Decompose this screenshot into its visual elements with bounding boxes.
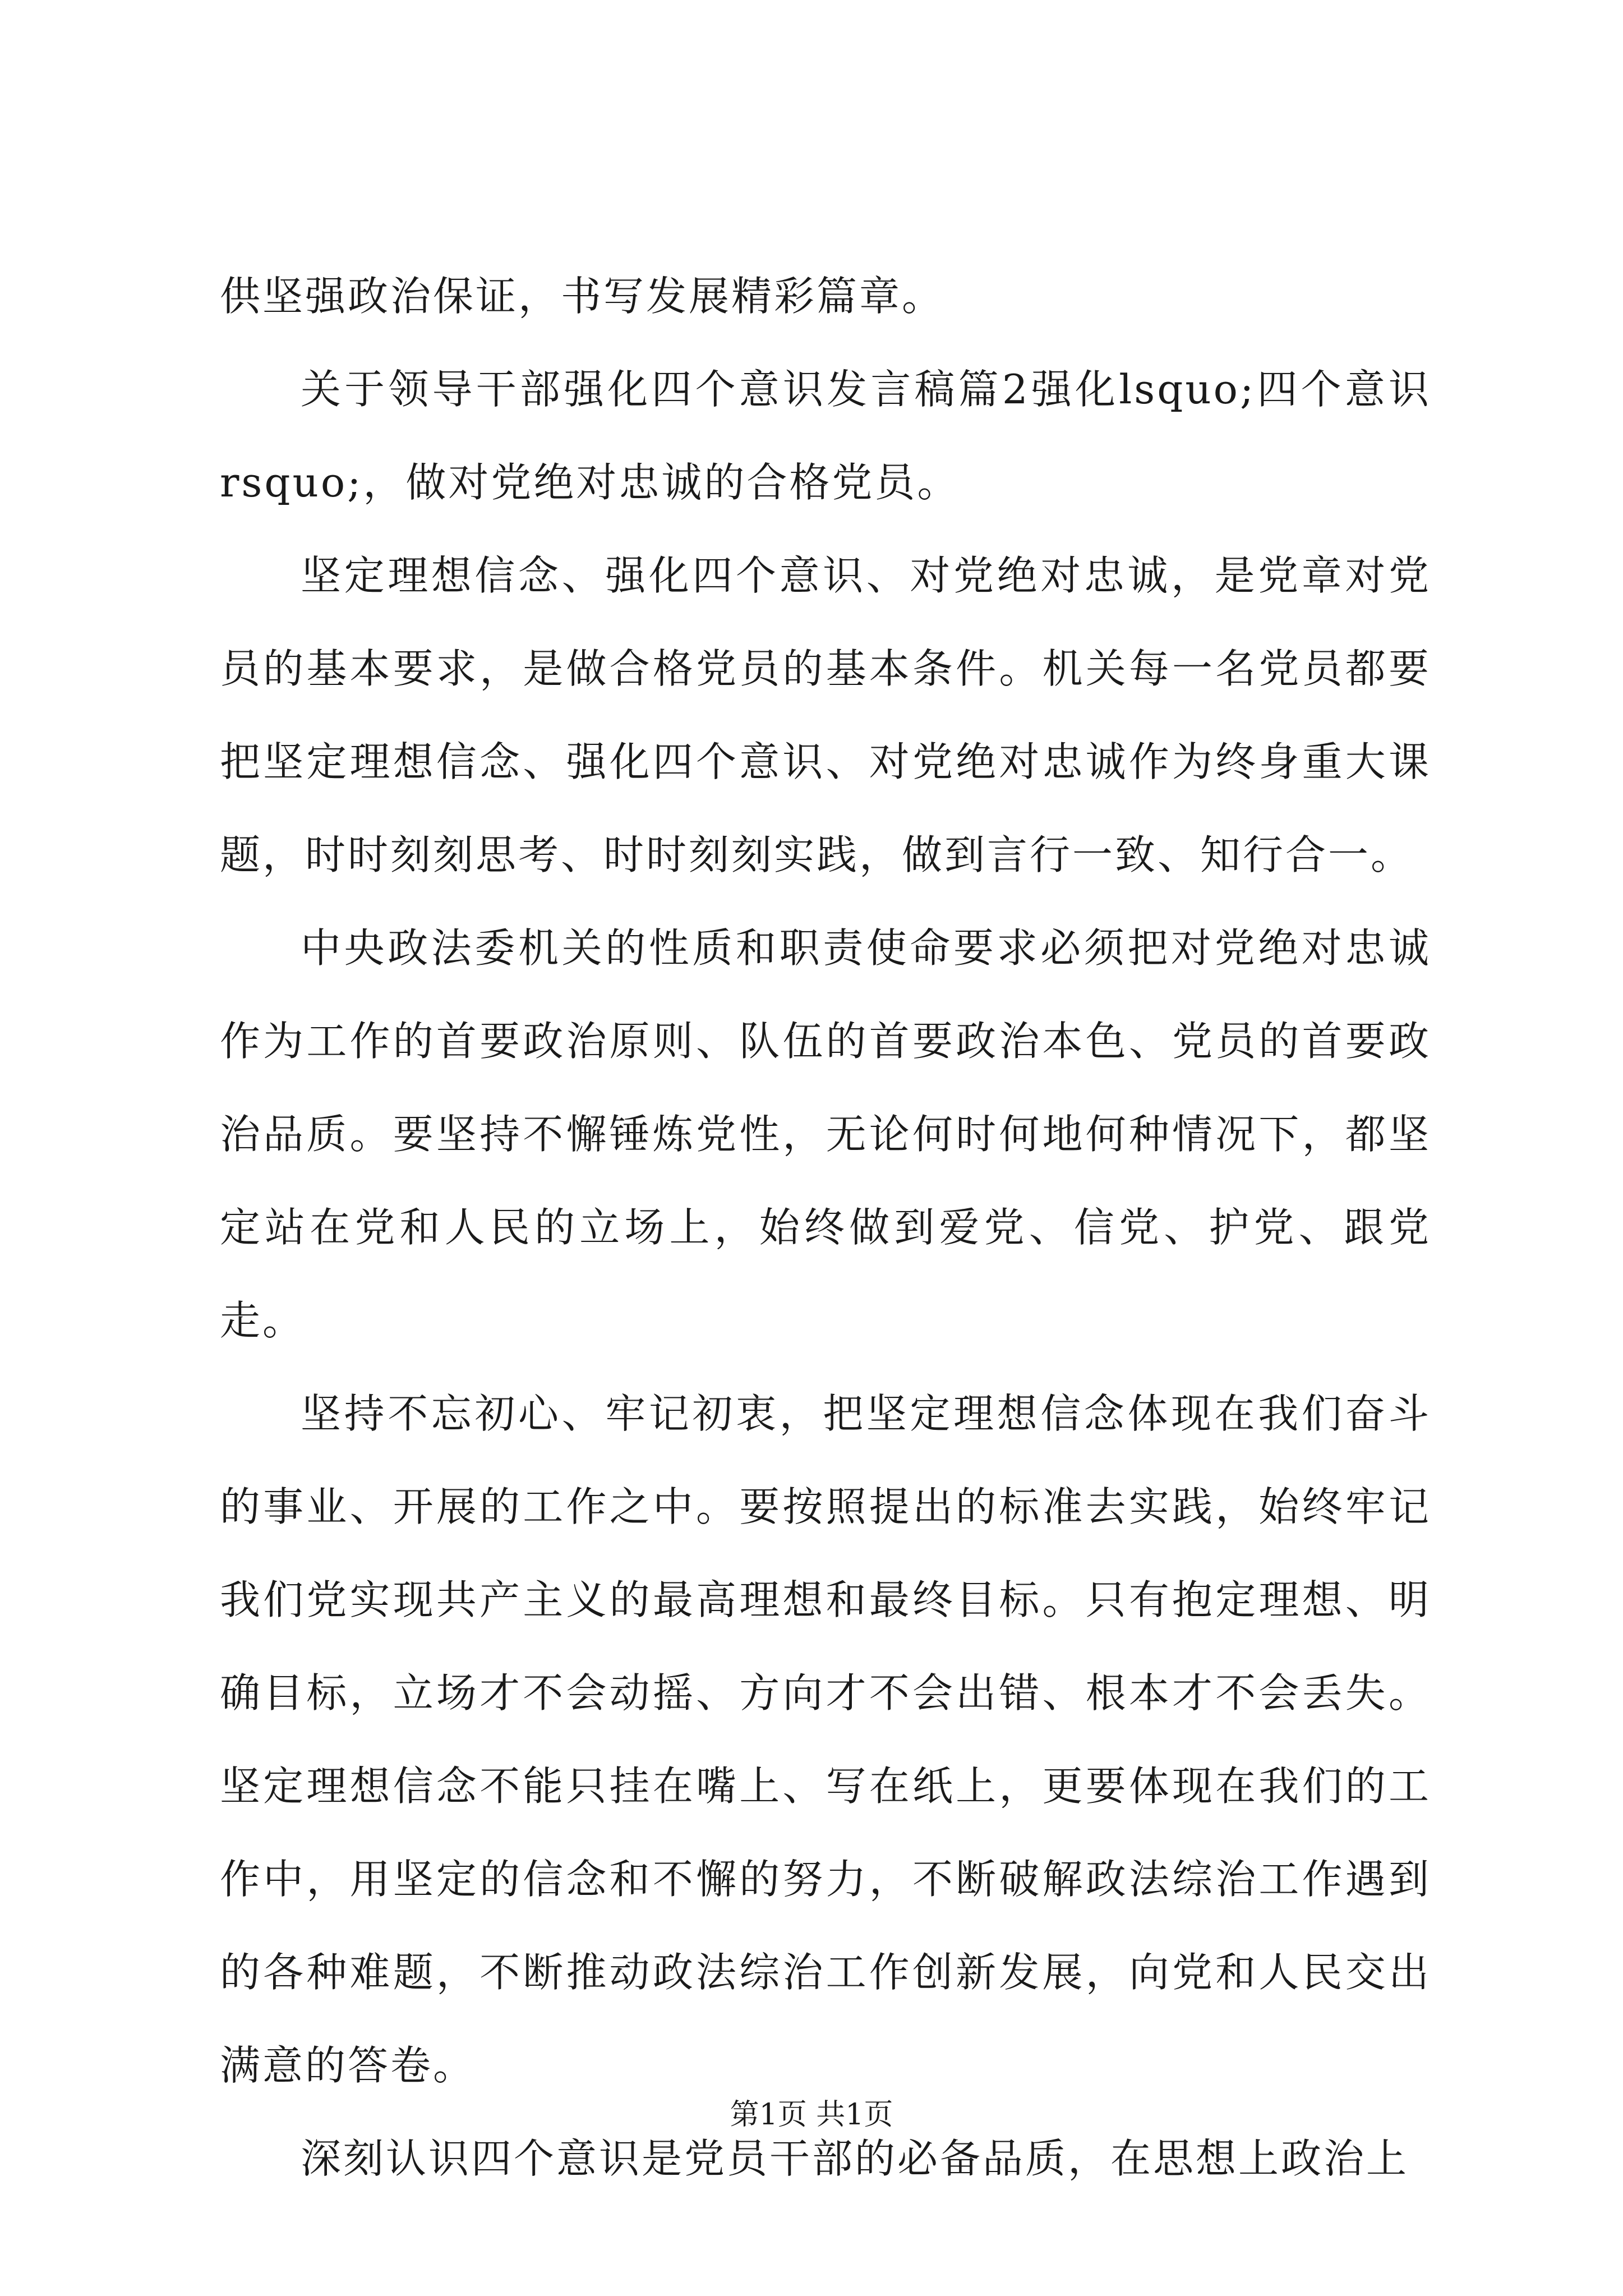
paragraph: 坚持不忘初心、牢记初衷，把坚定理想信念体现在我们奋斗的事业、开展的工作之中。要按照提出的标准去实践，始终牢记我们党实现共产主义的最高理想和最终目标。只有抱定理想、明确目标，立场才不会动摇、方向才不会出错、根本才不会丢失。坚定理想信念不能只挂在嘴上、写在纸上，更要体现在我们的工作中，用坚定的信念和不懈的努力，不断破解政法综治工作遇到的各种难题，不断推动政法综治工作创新发展，向党和人民交出满意的答卷。 — [220, 1390, 1431, 2089]
paragraph: 深刻认识四个意识是党员干部的必备品质，在思想上政治上 — [301, 2135, 1409, 2182]
document-body — [220, 250, 1431, 2205]
paragraph: 中央政法委机关的性质和职责使命要求必须把对党绝对忠诚作为工作的首要政治原则、队伍的首要政治本色、党员的首要政治品质。要坚持不懈锤炼党性，无论何时何地何种情况下，都坚定站在党和人民的立场上，始终做到爱党、信党、护党、跟党走。 — [220, 924, 1431, 1344]
paragraph-continuation: 供坚强政治保证，书写发展精彩篇章。 — [220, 273, 945, 320]
paragraph-title-line: 关于领导干部强化四个意识发言稿篇2强化lsquo;四个意识rsquo;，做对党绝对忠诚的合格党员。 — [220, 366, 1431, 506]
page-footer: 第1页 共1页 — [730, 2098, 893, 2132]
paragraph: 坚定理想信念、强化四个意识、对党绝对忠诚，是党章对党员的基本要求，是做合格党员的基本条件。机关每一名党员都要把坚定理想信念、强化四个意识、对党绝对忠诚作为终身重大课题，时时刻刻思考、时时刻刻实践，做到言行一致、知行合一。 — [220, 552, 1431, 878]
